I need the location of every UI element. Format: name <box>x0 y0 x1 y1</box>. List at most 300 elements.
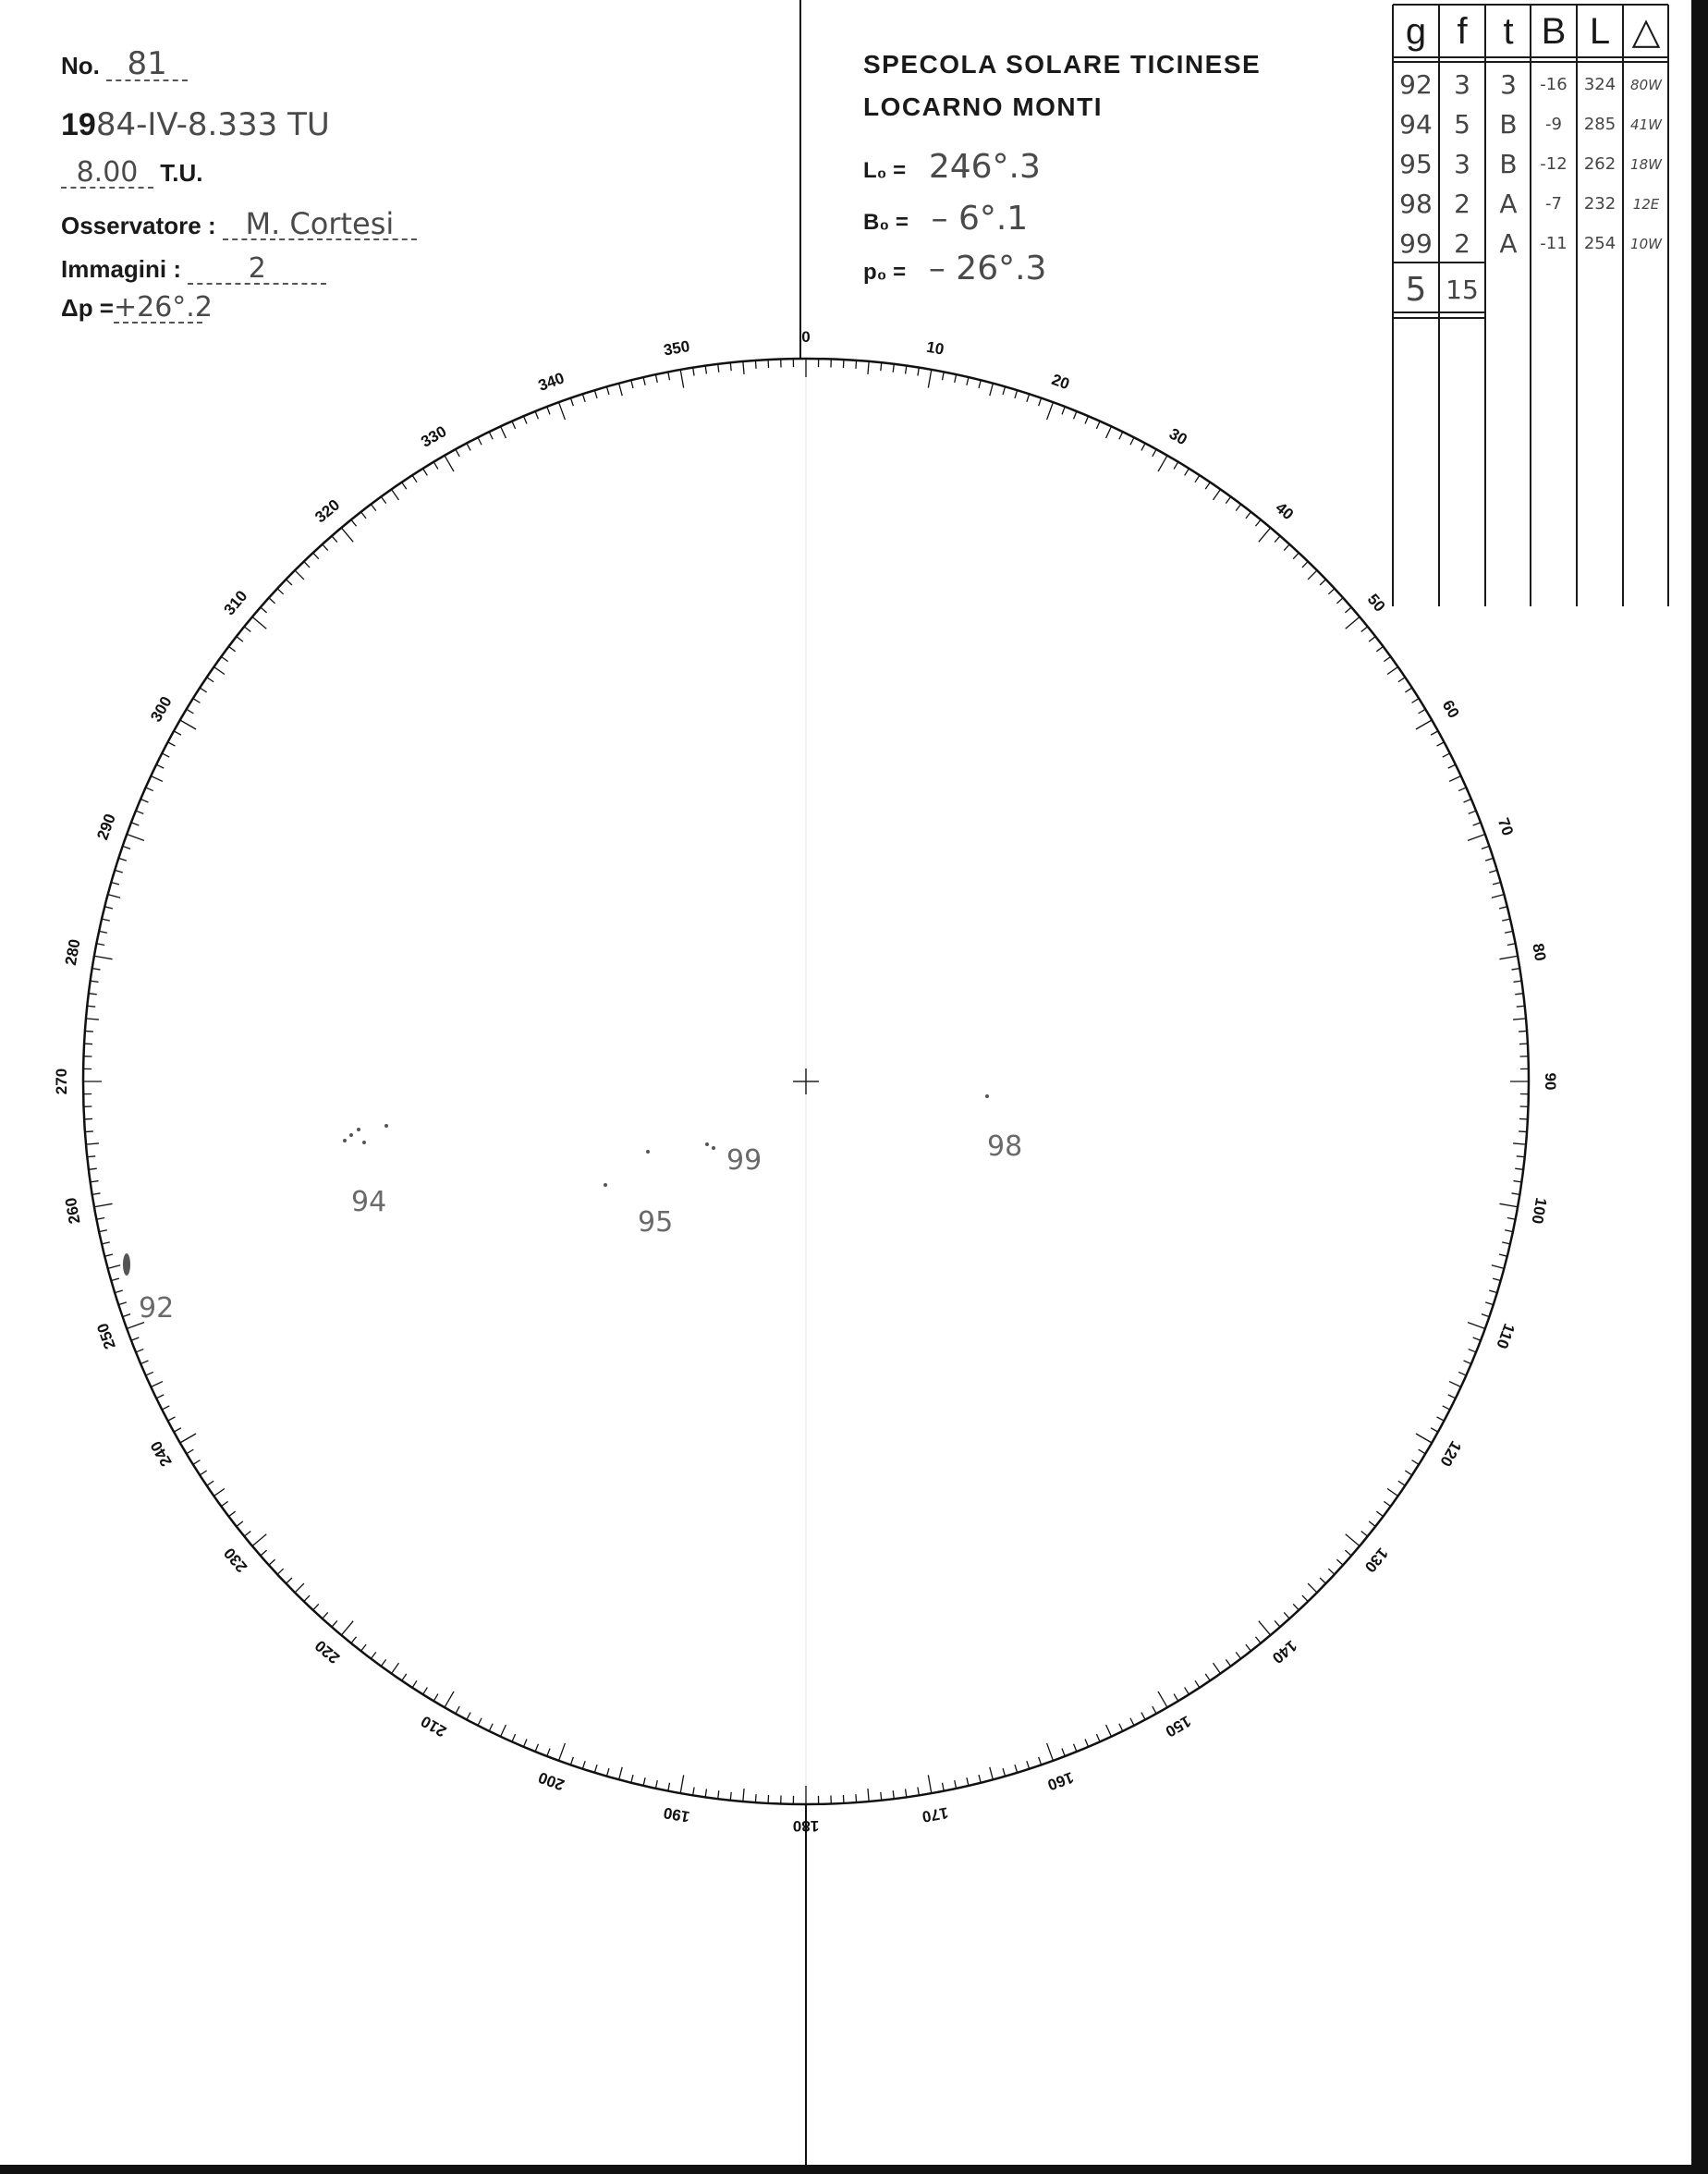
disk-tick <box>1489 870 1497 873</box>
disk-tick <box>151 1382 163 1387</box>
table-cell: 18W <box>1630 156 1662 173</box>
disk-tick <box>478 437 482 445</box>
observatory-name: SPECOLA SOLARE TICINESE <box>863 50 1262 79</box>
disk-tick <box>1398 1481 1405 1485</box>
sunspot-mark <box>985 1094 989 1098</box>
table-total: 5 <box>1405 271 1427 309</box>
disk-tick <box>1226 1659 1230 1666</box>
disk-tick-label: 140 <box>1268 1636 1300 1667</box>
disk-tick <box>743 361 744 374</box>
disk-tick <box>1485 858 1494 861</box>
disk-tick <box>269 1559 275 1565</box>
sunspot-mark <box>604 1183 607 1187</box>
disk-tick <box>391 489 398 499</box>
disk-tick <box>131 823 139 825</box>
disk-tick <box>252 1534 266 1546</box>
scan-edge-bottom <box>0 2165 1708 2174</box>
disk-tick <box>718 364 719 373</box>
disk-tick <box>104 1254 113 1256</box>
observer-value: M. Cortesi <box>223 209 417 240</box>
disk-tick <box>1405 688 1412 692</box>
disk-tick <box>277 1569 284 1574</box>
disk-tick-label: 290 <box>93 811 119 843</box>
disk-tick <box>693 1787 694 1795</box>
disk-tick <box>1513 1143 1526 1144</box>
disk-tick <box>1130 437 1134 445</box>
sunspot-mark <box>712 1146 715 1150</box>
disk-tick <box>979 1775 981 1783</box>
disk-tick <box>146 788 153 791</box>
disk-tick <box>1489 1290 1497 1293</box>
disk-tick <box>559 1743 566 1761</box>
disk-tick <box>1448 764 1456 768</box>
disk-tick <box>918 368 919 376</box>
disk-tick <box>1174 462 1178 470</box>
table-cell: 95 <box>1399 149 1433 179</box>
disk-tick-label: 340 <box>535 369 567 395</box>
disk-tick <box>1437 742 1445 746</box>
disk-tick <box>1214 1663 1221 1673</box>
disk-tick <box>304 1595 310 1601</box>
disk-tick <box>1015 1765 1018 1773</box>
disk-tick <box>341 1621 353 1635</box>
disk-tick <box>655 374 657 383</box>
disk-tick <box>1246 512 1251 519</box>
table-cell: -11 <box>1540 234 1568 253</box>
disk-tick <box>606 1768 608 1777</box>
disk-tick-label: 310 <box>220 587 251 619</box>
disk-tick <box>102 1242 110 1244</box>
disk-tick <box>118 1302 127 1305</box>
disk-tick <box>1293 553 1299 559</box>
disk-tick-label: 210 <box>418 1712 450 1740</box>
disk-tick <box>668 1783 670 1791</box>
images-label: Immagini : <box>61 255 182 283</box>
disk-tick-label: 40 <box>1272 498 1298 524</box>
disk-tick <box>244 627 250 632</box>
disk-tick <box>423 469 428 476</box>
disk-tick <box>1085 1740 1089 1747</box>
disk-tick <box>433 462 438 470</box>
disk-tick <box>1119 1724 1123 1731</box>
disk-tick <box>1119 432 1123 439</box>
disk-tick-label: 150 <box>1162 1712 1194 1740</box>
disk-tick <box>207 678 214 682</box>
disk-tick <box>1515 994 1523 995</box>
disk-tick <box>512 421 516 429</box>
disk-tick <box>323 1612 328 1618</box>
disk-tick-label: 160 <box>1044 1768 1077 1794</box>
disk-tick-label: 10 <box>924 337 946 359</box>
disk-tick <box>332 1620 337 1627</box>
table-cell: 3 <box>1454 69 1470 100</box>
time-value: 8.00 <box>61 159 153 189</box>
disk-tick <box>412 475 417 482</box>
disk-tick <box>1443 753 1450 757</box>
disk-tick <box>87 1006 95 1007</box>
disk-tick <box>730 362 731 371</box>
disk-tick <box>412 1680 417 1688</box>
disk-tick <box>1130 1718 1134 1726</box>
disk-tick <box>207 1481 214 1485</box>
disk-tick <box>467 444 470 451</box>
date-value: 84-IV-8.333 TU <box>95 106 330 143</box>
disk-tick <box>582 394 585 402</box>
disk-tick <box>351 519 357 526</box>
disk-tick <box>570 1757 573 1765</box>
disk-tick <box>221 1501 227 1506</box>
disk-tick <box>1485 1302 1494 1305</box>
disk-tick <box>1153 449 1156 457</box>
disk-tick <box>1419 1449 1426 1454</box>
disk-tick <box>1517 1156 1525 1157</box>
disk-tick <box>467 1713 470 1720</box>
disk-tick <box>1185 469 1190 476</box>
table-cell: 41W <box>1630 116 1662 133</box>
disk-tick <box>1293 1604 1299 1610</box>
disk-tick <box>108 895 121 898</box>
sunspot-mark <box>123 1253 130 1276</box>
disk-tick <box>1448 1395 1456 1398</box>
images-value: 2 <box>188 255 326 285</box>
disk-tick <box>643 1777 645 1786</box>
disk-tick <box>391 1663 398 1673</box>
table-cell: B <box>1499 149 1518 179</box>
disk-tick <box>1502 919 1510 921</box>
disk-tick <box>881 362 882 371</box>
disk-tick <box>402 1674 407 1680</box>
disk-tick <box>501 426 506 438</box>
disk-tick <box>123 1314 131 1317</box>
disk-tick <box>680 370 683 388</box>
disk-tick <box>136 1350 143 1352</box>
disk-tick <box>1369 637 1375 642</box>
disk-tick <box>92 969 101 970</box>
record-number-value: 81 <box>106 48 188 81</box>
disk-tick <box>1320 1578 1325 1583</box>
table-cell: 94 <box>1399 109 1433 140</box>
disk-tick <box>942 1783 944 1791</box>
disk-tick <box>523 1740 527 1747</box>
sunspot-group-label: 95 <box>638 1206 674 1239</box>
disk-tick <box>381 1659 385 1666</box>
disk-tick <box>1284 1612 1289 1618</box>
disk-tick-label: 190 <box>662 1803 691 1826</box>
disk-tick <box>1416 720 1432 729</box>
disk-tick <box>1513 981 1521 982</box>
disk-tick <box>856 360 857 369</box>
disk-tick <box>730 1792 731 1801</box>
disk-tick <box>140 799 148 802</box>
disk-tick-label: 250 <box>93 1320 119 1352</box>
disk-tick-label: 100 <box>1528 1196 1551 1226</box>
disk-tick <box>1096 1734 1100 1741</box>
disk-tick <box>1464 1361 1471 1364</box>
time-unit: T.U. <box>160 159 203 187</box>
disk-tick <box>1499 1254 1507 1256</box>
disk-tick <box>193 699 201 703</box>
disk-tick <box>445 1692 454 1707</box>
table-cell: A <box>1499 228 1518 259</box>
disk-tick <box>1443 1406 1450 1410</box>
disk-tick <box>881 1792 882 1801</box>
disk-tick <box>1141 1713 1145 1720</box>
table-header-0: g <box>1405 11 1427 52</box>
disk-tick <box>99 931 107 933</box>
disk-tick <box>1302 1595 1308 1601</box>
disk-tick <box>705 1789 706 1797</box>
disk-tick <box>1345 1550 1351 1556</box>
disk-tick <box>535 411 538 419</box>
disk-tick <box>187 1449 194 1454</box>
observatory-location: LOCARNO MONTI <box>863 92 1104 121</box>
disk-tick <box>94 956 113 959</box>
disk-tick <box>1320 580 1325 585</box>
disk-tick <box>1412 699 1420 703</box>
disk-tick <box>1511 969 1519 970</box>
disk-tick <box>433 1694 438 1702</box>
disk-tick <box>200 1471 207 1475</box>
disk-tick-label: 350 <box>662 336 691 360</box>
disk-tick <box>1458 788 1466 791</box>
disk-tick <box>1062 1749 1065 1756</box>
disk-tick <box>1468 835 1485 841</box>
disk-tick <box>1437 1417 1445 1421</box>
disk-tick <box>214 666 224 674</box>
disk-tick <box>295 1583 304 1593</box>
disk-tick <box>1275 536 1280 543</box>
disk-tick <box>1361 627 1368 632</box>
disk-tick <box>1308 570 1317 580</box>
disk-tick-label: 120 <box>1436 1437 1465 1470</box>
disk-tick <box>1027 394 1030 402</box>
disk-tick <box>151 776 163 782</box>
disk-tick <box>111 882 119 884</box>
date-year-prefix: 19 <box>61 107 96 142</box>
disk-tick <box>1003 386 1005 395</box>
disk-tick-label: 320 <box>311 495 344 527</box>
disk-tick <box>361 512 367 519</box>
disk-tick <box>323 544 328 551</box>
disk-tick <box>1047 402 1054 420</box>
table-cell: 2 <box>1454 228 1470 259</box>
disk-tick <box>1384 656 1390 661</box>
disk-tick <box>1387 666 1397 674</box>
table-cell: 80W <box>1630 77 1662 93</box>
disk-tick <box>1519 1031 1527 1032</box>
disk-tick <box>131 1337 139 1340</box>
disk-tick <box>743 1789 744 1801</box>
sunspot-mark <box>646 1150 650 1154</box>
disk-tick <box>547 407 550 414</box>
disk-tick <box>286 580 291 585</box>
disk-tick <box>1308 1583 1317 1593</box>
disk-tick <box>1449 776 1461 782</box>
disk-tick <box>180 1434 196 1443</box>
disk-tick <box>1158 456 1167 471</box>
disk-tick <box>1255 1637 1261 1643</box>
disk-tick <box>156 764 164 768</box>
disk-tick <box>1106 426 1112 438</box>
disk-tick <box>180 720 196 729</box>
sunspot-group-label: 94 <box>351 1186 387 1218</box>
disk-tick <box>1513 1181 1521 1182</box>
table-cell: 324 <box>1583 75 1616 94</box>
disk-tick-label: 50 <box>1363 590 1389 616</box>
table-cell: 2 <box>1454 189 1470 219</box>
sunspot-mark <box>362 1141 366 1144</box>
disk-tick <box>967 1777 969 1786</box>
disk-tick <box>162 753 169 757</box>
disk-tick <box>174 731 181 735</box>
disk-tick <box>174 1428 181 1432</box>
disk-tick <box>91 981 99 982</box>
disk-tick <box>1499 907 1507 909</box>
disk-tick <box>371 504 375 510</box>
disk-tick <box>643 377 645 385</box>
disk-tick <box>1492 1265 1505 1269</box>
disk-tick-label: 60 <box>1438 697 1463 722</box>
disk-tick <box>1085 416 1089 423</box>
table-cell: 99 <box>1399 228 1433 259</box>
disk-tick-label: 220 <box>311 1636 344 1667</box>
disk-tick <box>1195 1680 1200 1688</box>
disk-tick <box>1205 482 1210 489</box>
disk-tick <box>456 449 459 457</box>
disk-tick <box>1387 1489 1397 1496</box>
disk-tick <box>594 1765 597 1773</box>
disk-tick <box>1275 1620 1280 1627</box>
disk-tick <box>96 1217 104 1219</box>
disk-tick <box>332 536 337 543</box>
disk-tick-label: 20 <box>1049 370 1072 394</box>
l0-label: L₀ = <box>863 158 907 183</box>
disk-tick-label: 330 <box>418 422 450 451</box>
table-cell: 5 <box>1454 109 1470 140</box>
disk-tick <box>1158 1692 1167 1707</box>
disk-tick-label: 280 <box>61 937 84 967</box>
sunspot-group-label: 92 <box>139 1292 175 1325</box>
disk-tick <box>1511 1193 1519 1194</box>
disk-tick <box>1473 1337 1481 1340</box>
table-cell: 232 <box>1583 194 1616 214</box>
table-cell: 12E <box>1632 196 1660 213</box>
disk-tick-label: 110 <box>1493 1321 1519 1351</box>
table-cell: -12 <box>1540 154 1568 174</box>
disk-tick <box>136 811 143 813</box>
disk-tick <box>214 1489 224 1496</box>
disk-tick-label: 170 <box>921 1803 950 1826</box>
disk-tick-label: 200 <box>535 1768 567 1794</box>
disk-tick <box>906 1789 907 1797</box>
disk-tick <box>1405 1471 1412 1475</box>
disk-tick <box>1505 931 1513 933</box>
disk-tick <box>86 1143 99 1144</box>
disk-tick <box>99 1230 107 1232</box>
disk-tick <box>1464 799 1471 802</box>
disk-tick <box>86 1019 99 1020</box>
disk-tick-label: 90 <box>1542 1072 1559 1091</box>
disk-tick <box>371 1652 375 1658</box>
table-cell: B <box>1499 109 1518 140</box>
disk-tick <box>1284 544 1289 551</box>
disk-tick <box>244 1531 250 1536</box>
disk-tick-label: 30 <box>1165 424 1190 449</box>
disk-tick <box>1074 411 1077 419</box>
disk-tick <box>1376 1511 1383 1516</box>
disk-tick <box>237 1521 243 1527</box>
sunspot-mark <box>357 1128 360 1131</box>
disk-tick <box>906 366 907 374</box>
disk-tick <box>619 384 623 397</box>
disk-tick-label: 300 <box>147 693 176 726</box>
disk-tick <box>1328 1569 1335 1574</box>
table-cell: -16 <box>1540 75 1568 94</box>
disk-tick <box>168 1417 176 1421</box>
delta-p-label: Δp = <box>61 294 114 322</box>
table-header-5: △ <box>1631 11 1661 52</box>
disk-tick <box>423 1688 428 1695</box>
disk-tick <box>1185 1688 1190 1695</box>
sunspot-group-label: 99 <box>726 1144 762 1177</box>
disk-tick-label: 70 <box>1494 815 1518 838</box>
disk-tick <box>631 380 633 388</box>
disk-tick <box>868 1789 869 1801</box>
scan-edge-right <box>1691 0 1708 2174</box>
disk-tick <box>1259 1621 1271 1635</box>
disk-tick <box>1492 895 1505 898</box>
disk-tick <box>1416 1434 1432 1443</box>
disk-tick <box>1174 1694 1178 1702</box>
disk-tick <box>1419 709 1426 714</box>
disk-tick <box>313 553 319 559</box>
b0-value: – 6°.1 <box>931 200 1029 238</box>
disk-tick <box>237 637 243 642</box>
table-cell: 92 <box>1399 69 1433 100</box>
sunspot-mark <box>349 1133 353 1137</box>
disk-tick <box>1096 421 1100 429</box>
disk-tick <box>277 589 284 594</box>
table-header-3: B <box>1541 11 1567 52</box>
disk-tick <box>111 1278 119 1280</box>
disk-tick <box>755 1794 756 1802</box>
disk-tick <box>168 742 176 746</box>
disk-tick <box>85 1131 93 1132</box>
disk-tick <box>351 1637 357 1643</box>
disk-tick <box>979 380 981 388</box>
disk-tick <box>1505 1230 1513 1232</box>
table-cell: 10W <box>1630 236 1662 252</box>
disk-tick <box>91 1181 99 1182</box>
disk-tick <box>115 870 123 873</box>
disk-tick <box>341 528 353 542</box>
disk-tick <box>1499 1203 1518 1206</box>
disk-tick <box>108 1265 121 1269</box>
disk-tick-label: 80 <box>1529 942 1550 963</box>
disk-tick <box>512 1734 516 1741</box>
disk-tick <box>115 1290 123 1293</box>
disk-tick <box>1226 496 1230 503</box>
p0-value: – 26°.3 <box>928 250 1047 287</box>
sunspot-mark <box>384 1124 388 1128</box>
disk-tick <box>1361 1531 1368 1536</box>
disk-tick <box>87 1156 95 1157</box>
disk-tick-label: 0 <box>801 328 811 346</box>
disk-tick <box>118 858 127 861</box>
disk-tick <box>200 688 207 692</box>
sunspot-mark <box>343 1139 347 1142</box>
table-cell: 3 <box>1454 149 1470 179</box>
